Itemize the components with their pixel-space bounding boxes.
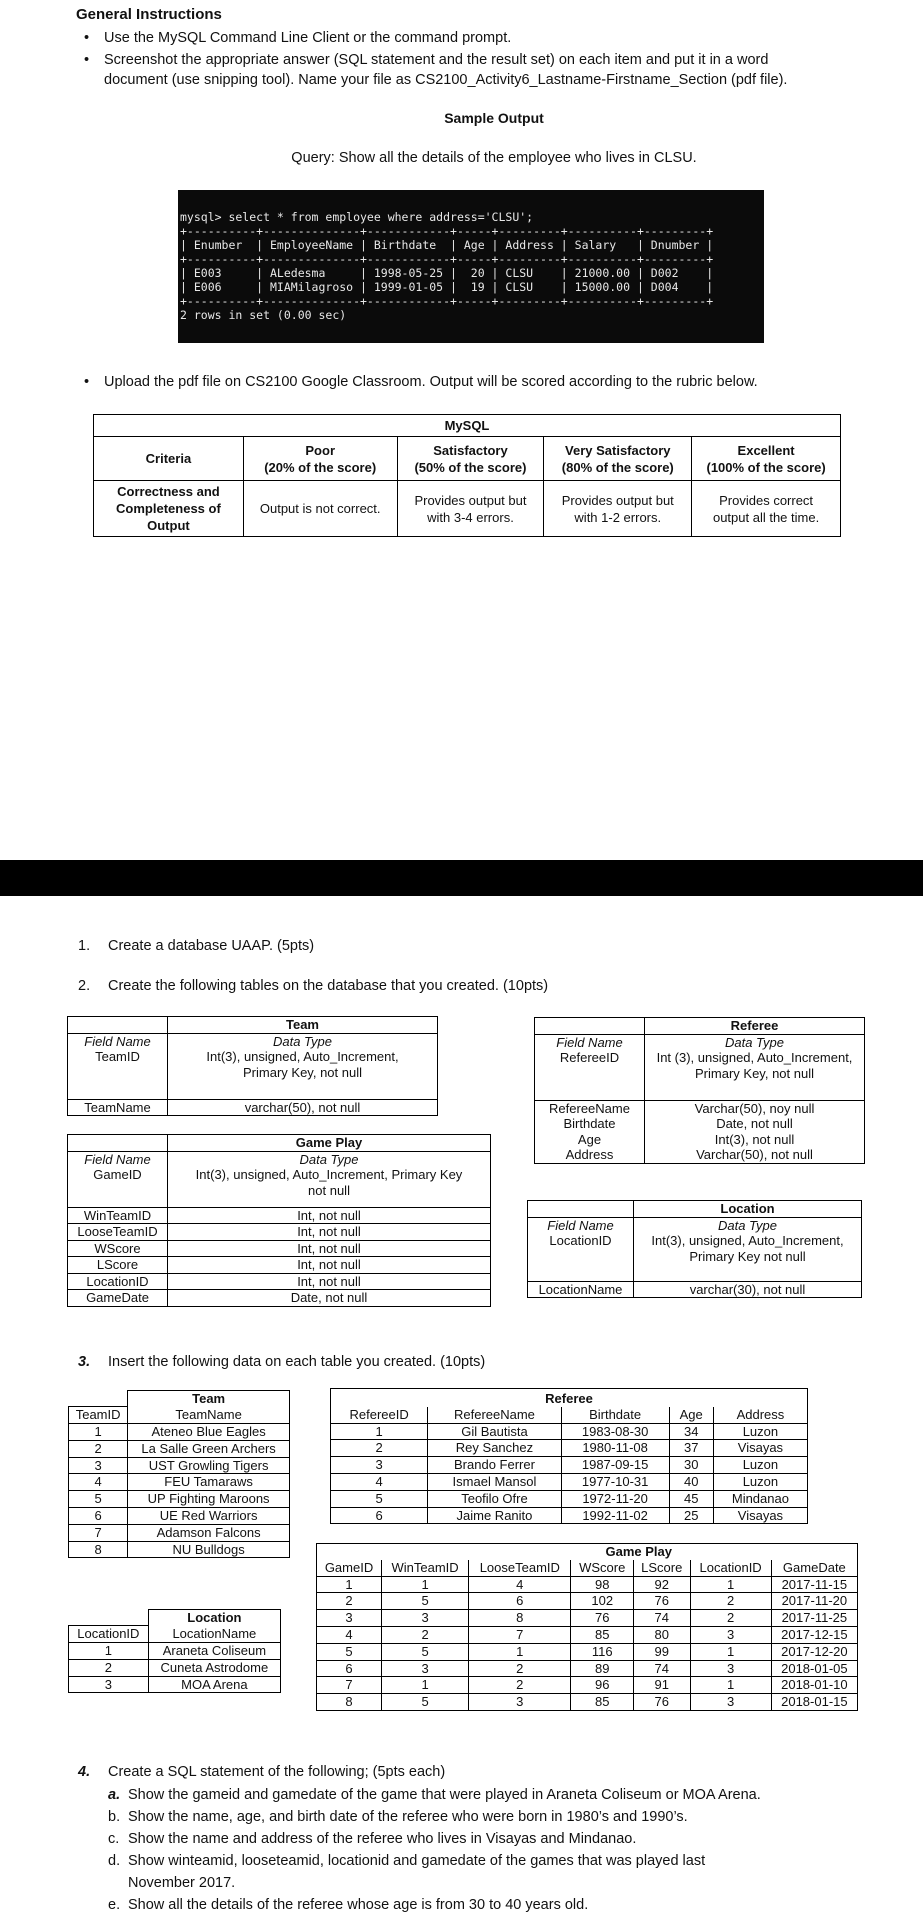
schema-referee-title: Referee (645, 1018, 865, 1035)
rubric-level-poor: Poor (20% of the score) (243, 437, 397, 481)
data-referee: Referee RefereeID RefereeName Birthdate Age Address 1 Gil Bautista 1983-08-30 34 Luzon 2 Rey Sanchez 1980-11-08 37 Visayas 3 Brando Ferrer 1987-09-15 30 Luzon 4 Ismael Mansol 1977-10-31 40 Luzon 5 Teofilo Ofre 1972-11-20 45 Mindanao 6 Jaime Ranito 1992-11-02 25 Visayas (330, 1388, 808, 1524)
task-2: 2. Create the following tables on the database that you created. (10pts) (78, 978, 549, 994)
question-list (108, 1784, 908, 1916)
terminal-line: | E006 | MIAMilagroso | 1999-01-05 | 19 | CLSU | 15000.00 | D004 | (180, 280, 714, 294)
rubric-cell-satisfactory: Provides output but with 3-4 errors. (397, 481, 544, 537)
rubric-cell-excellent: Provides correct output all the time. (692, 481, 841, 537)
data-referee-title: Referee (331, 1389, 808, 1407)
data-team: Team TeamID TeamName 1 Ateneo Blue Eagles 2 La Salle Green Archers 3 UST Growling Tigers 4 FEU Tamaraws 5 UP Fighting Maroons 6 UE Red Warriors 7 Adamson Falcons 8 NU Bulldogs (68, 1390, 290, 1558)
rubric-cell-very-satisfactory: Provides output but with 1-2 errors. (544, 481, 692, 537)
schema-referee: Referee Field Name Data Type RefereeID Int (3), unsigned, Auto_Increment, Primary Key, not null RefereeName Varchar(50), noy null Birthdate Date, not null Age Int(3), not null Address Varchar(50), not null (534, 1017, 865, 1164)
task-1: 1. Create a database UAAP. (5pts) (78, 938, 315, 954)
question-item: e. Show all the details of the referee whose age is from 30 to 40 years old. (108, 1897, 589, 1913)
rubric-level-very-satisfactory: Very Satisfactory (80% of the score) (544, 437, 692, 481)
data-team-title: Team (128, 1391, 290, 1407)
bullet-icon: • (84, 374, 90, 390)
data-gameplay: Game Play GameID WinTeamID LooseTeamID WScore LScore LocationID GameDate 1 1 4 98 92 1 2017-11-15 2 5 6 102 76 2 2017-11-20 3 3 8 76 74 2 2017-11-25 4 2 7 85 80 3 2017-12-15 5 5 1 116 99 1 2017-12-20 6 3 2 89 74 3 2018-01-05 7 1 2 96 91 1 2018-01-10 8 5 3 85 76 3 2018-01-15 (316, 1543, 858, 1711)
rubric-level-satisfactory: Satisfactory (50% of the score) (397, 437, 544, 481)
question-item: a. Show the gameid and gamedate of the game that were played in Araneta Coliseum or MOA Arena. (108, 1787, 761, 1803)
rubric-criteria-header: Criteria (94, 437, 244, 481)
terminal-line: | Enumber | EmployeeName | Birthdate | Age | Address | Salary | Dnumber | (180, 238, 714, 252)
schema-gameplay-title: Game Play (168, 1135, 491, 1152)
page-title: General Instructions (76, 6, 222, 23)
sample-output-heading: Sample Output (444, 110, 544, 126)
terminal-line: mysql> select * from employee where address='CLSU'; (180, 210, 534, 224)
page-separator (0, 860, 923, 896)
schema-gameplay: Game Play Field Name Data Type GameID Int(3), unsigned, Auto_Increment, Primary Key not null WinTeamID Int, not null LooseTeamID Int, not null WScore Int, not null LScore Int, not null LocationID Int, not null GameDate Date, not null (67, 1134, 491, 1307)
instruction-1: • Use the MySQL Command Line Client or the command prompt. (84, 30, 512, 46)
task-3: 3. Insert the following data on each table you created. (10pts) (78, 1354, 486, 1370)
data-gameplay-title: Game Play (317, 1544, 858, 1560)
sample-query: Query: Show all the details of the employee who lives in CLSU. (291, 150, 697, 166)
schema-location-title: Location (634, 1201, 862, 1218)
data-location: Location LocationID LocationName 1 Araneta Coliseum 2 Cuneta Astrodome 3 MOA Arena (68, 1609, 281, 1693)
data-location-title: Location (148, 1610, 280, 1626)
terminal-line: +----------+--------------+------------+-----+---------+----------+---------+ (180, 224, 714, 238)
terminal-line: +----------+--------------+------------+-----+---------+----------+---------+ (180, 252, 714, 266)
schema-location: Location Field Name Data Type LocationID Int(3), unsigned, Auto_Increment, Primary Key not null LocationName varchar(30), not null (527, 1200, 862, 1298)
terminal-line: +----------+--------------+------------+-----+---------+----------+---------+ (180, 294, 714, 308)
instruction-2: • Screenshot the appropriate answer (SQL statement and the result set) on each item and put it in a word document (use snipping tool). Name your file as CS2100_Activity6_Lastname-Firstname_Section (pdf file). (84, 52, 788, 88)
upload-instruction: • Upload the pdf file on CS2100 Google Classroom. Output will be scored according to the rubric below. (84, 374, 758, 390)
schema-team-title: Team (168, 1017, 438, 1034)
question-item-continuation: November 2017. (128, 1875, 236, 1891)
terminal-line: | E003 | ALedesma | 1998-05-25 | 20 | CLSU | 21000.00 | D002 | (180, 266, 714, 280)
rubric-level-excellent: Excellent (100% of the score) (692, 437, 841, 481)
task-4: 4. Create a SQL statement of the following; (5pts each) (78, 1764, 446, 1780)
schema-team: Team Field Name Data Type TeamID Int(3), unsigned, Auto_Increment, Primary Key, not null TeamName varchar(50), not null (67, 1016, 438, 1116)
mysql-terminal (178, 190, 764, 343)
question-item: b. Show the name, age, and birth date of the referee who were born in 1980’s and 1990’s. (108, 1809, 688, 1825)
rubric-row-label: Correctness and Completeness of Output (94, 481, 244, 537)
question-item: c. Show the name and address of the referee who lives in Visayas and Mindanao. (108, 1831, 637, 1847)
bullet-icon: • (84, 52, 90, 68)
rubric-title: MySQL (94, 415, 841, 437)
bullet-icon: • (84, 30, 90, 46)
rubric-table (93, 414, 841, 537)
terminal-line: 2 rows in set (0.00 sec) (180, 308, 347, 322)
question-item: d. Show winteamid, looseteamid, locationid and gamedate of the games that was played last (108, 1853, 706, 1869)
rubric-cell-poor: Output is not correct. (243, 481, 397, 537)
